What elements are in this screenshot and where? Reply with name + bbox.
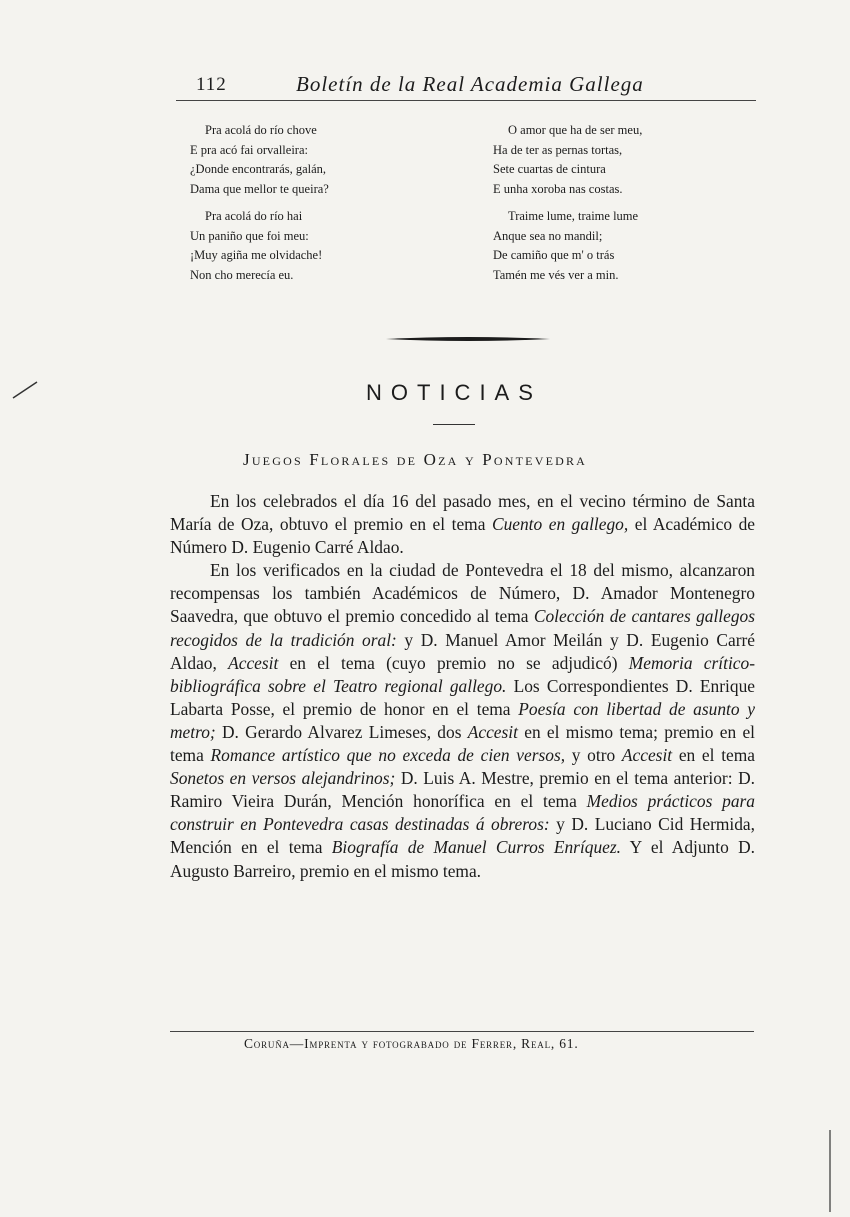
verse-line: O amor que ha de ser meu,: [508, 123, 643, 137]
verse-line: Dama que mellor te queira?: [190, 181, 329, 196]
poem-column-right: [493, 121, 642, 293]
stanza: [190, 207, 329, 285]
verse-line: Pra acolá do río chove: [205, 123, 317, 137]
verse-line: ¿Donde encontrarás, galán,: [190, 162, 327, 176]
verse-line: De camiño que m' o trás: [493, 248, 615, 262]
section-title: NOTICIAS: [366, 380, 542, 405]
running-title: Boletín de la Real Academia Gallega: [296, 72, 644, 96]
verse-line: Ha de ter as pernas tortas,: [493, 142, 623, 157]
verse-line: Anque sea no mandil;: [493, 228, 603, 243]
margin-stroke-mark: [12, 381, 38, 399]
page-number: 112: [196, 74, 227, 95]
article-subheading: Juegos Florales de Oza y Pontevedra: [243, 450, 588, 469]
stanza: [493, 121, 642, 199]
verse-line: Un paniño que foi meu:: [190, 228, 309, 243]
stanza: [190, 121, 329, 199]
verse-line: E unha xoroba nas costas.: [493, 181, 623, 196]
verse-line: Non cho merecía eu.: [190, 267, 294, 282]
printer-imprint: Coruña—Imprenta y fotograbado de Ferrer, Real, 61.: [244, 1036, 579, 1051]
paragraph: En los verificados en la ciudad de Pontevedra el 18 del mismo, alcanzaron recompensas los también Académicos de Número, D. Amador Montenegro Saavedra, que obtuvo el premio concedido al tema Colección de cantares gallegos recogidos de la tradición oral: y D. Manuel Amor Meilán y D. Eugenio Carré Aldao, Accesit en el tema (cuyo premio no se adjudicó) Memoria crítico-bibliográfica sobre el Teatro regional gallego. Los Correspondientes D. Enrique Labarta Posse, el premio de honor en el tema Poesía con libertad de asunto y metro; D. Gerardo Alvarez Limeses, dos Accesit en el mismo tema; premio en el tema Romance artístico que no exceda de cien versos, y otro Accesit en el tema Sonetos en versos alejandrinos; D. Luis A. Mestre, premio en el tema anterior: D. Ramiro Vieira Durán, Mención honorífica en el tema Medios prácticos para construir en Pontevedra casas destinadas á obreros: y D. Luciano Cid Hermida, Mención en el tema Biografía de Manuel Curros Enríquez. Y el Adjunto D. Augusto Barreiro, premio en el mismo tema.: [170, 560, 756, 881]
poem-column-left: [190, 121, 329, 293]
header-rule: [176, 100, 756, 101]
section-title-underline: [433, 424, 475, 425]
footer-rule: [170, 1031, 754, 1032]
margin-edge-line: [829, 1130, 831, 1212]
verse-line: E pra acó fai orvalleira:: [190, 142, 308, 157]
paragraph: En los celebrados el día 16 del pasado mes, en el vecino término de Santa María de Oza, obtuvo el premio en el tema Cuento en gallego, el Académico de Número D. Eugenio Carré Aldao.: [170, 491, 755, 558]
ornament-divider: [386, 336, 550, 342]
verse-line: Traime lume, traime lume: [508, 209, 639, 223]
verse-line: Pra acolá do río hai: [205, 209, 303, 223]
verse-line: Tamén me vés ver a min.: [493, 267, 619, 282]
verse-line: ¡Muy agiña me olvidache!: [190, 248, 323, 262]
article-body: [170, 490, 755, 883]
verse-line: Sete cuartas de cintura: [493, 162, 606, 176]
stanza: [493, 207, 642, 285]
